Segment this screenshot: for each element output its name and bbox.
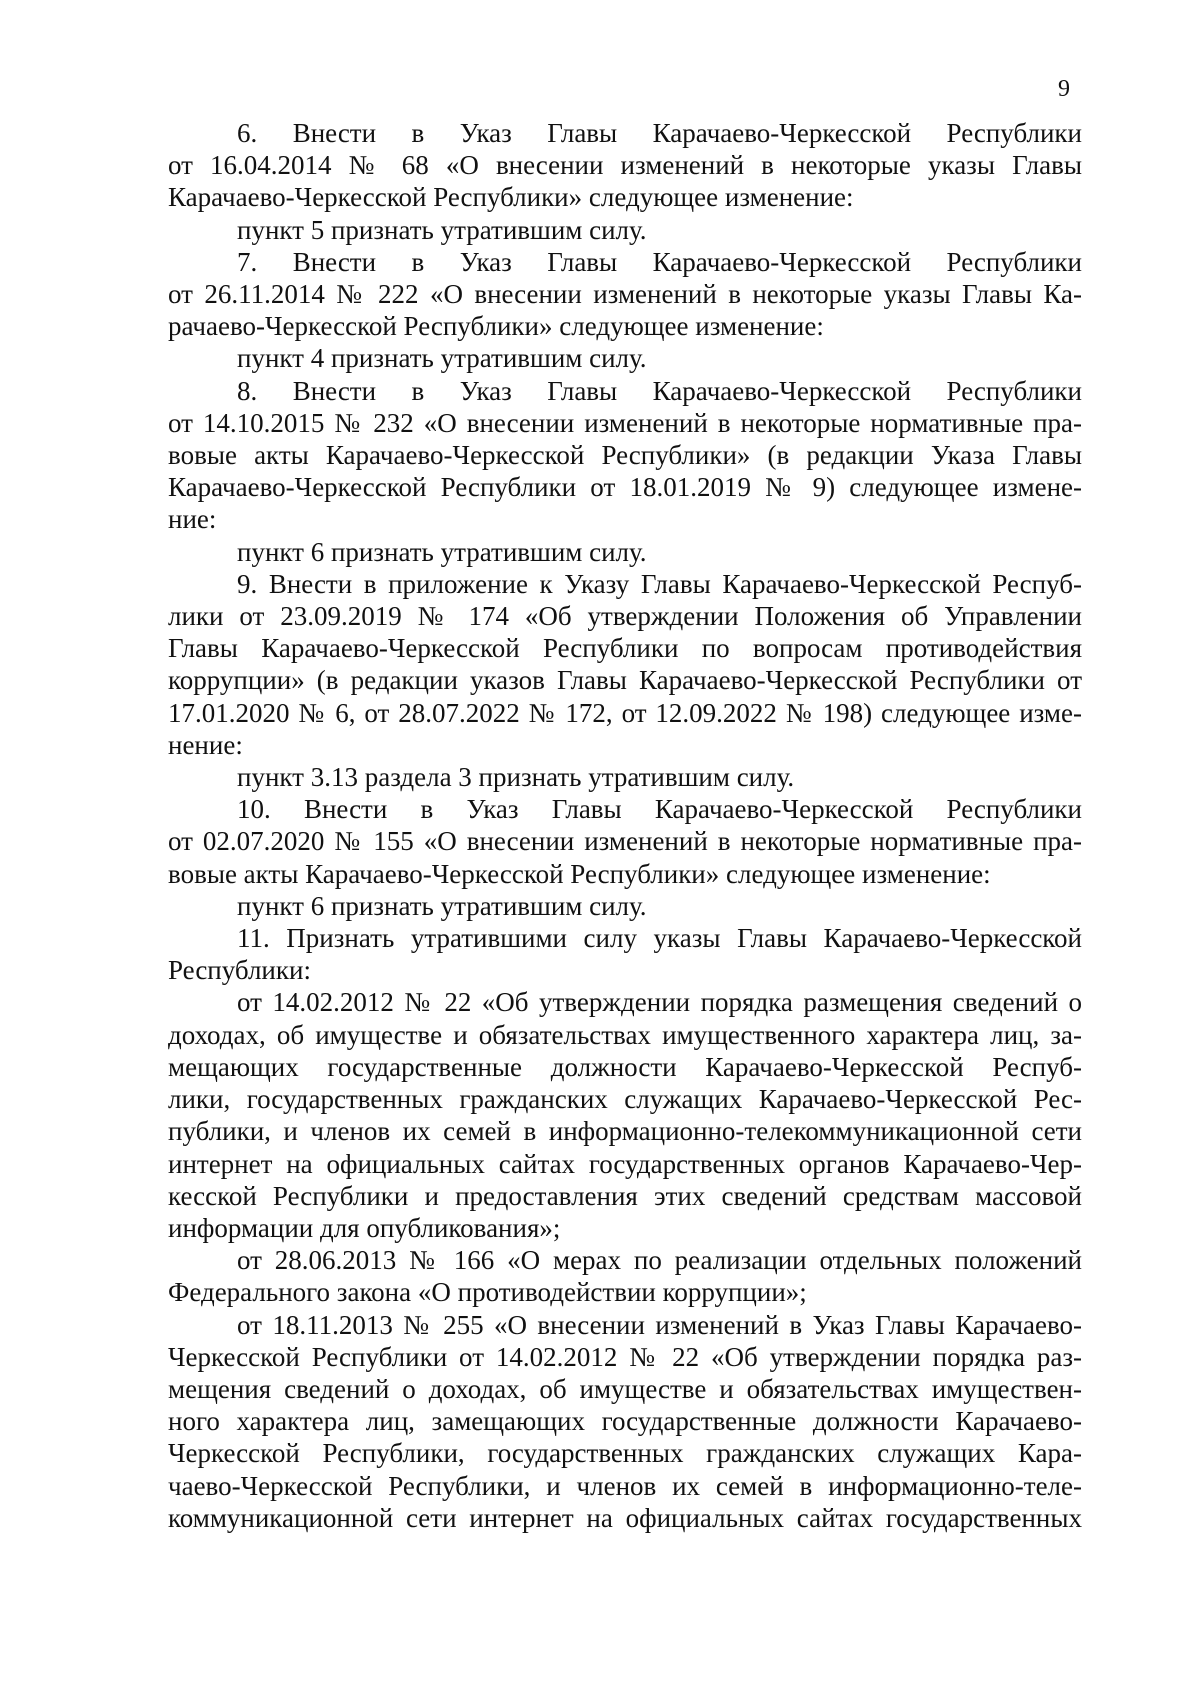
text-line: ного характера лиц, замещающих государственные должности Карачаево-	[168, 1406, 1082, 1437]
text-line: нение:	[168, 729, 243, 760]
text-line: пункт 4 признать утратившим силу.	[237, 343, 647, 374]
text-line: 11. Признать утратившими силу указы Главы Карачаево-Черкесской	[237, 923, 1082, 954]
document-body	[168, 117, 1082, 1534]
text-line: пункт 3.13 раздела 3 признать утратившим силу.	[237, 762, 795, 793]
text-line: Республики:	[168, 955, 311, 986]
text-line: от 14.02.2012 № 22 «Об утверждении порядка размещения сведений о	[237, 987, 1082, 1018]
text-line: лики от 23.09.2019 № 174 «Об утверждении Положения об Управлении	[168, 601, 1082, 632]
text-line: чаево-Черкесской Республики, и членов их семей в информационно-теле-	[168, 1470, 1082, 1501]
text-line: 8. Внести в Указ Главы Карачаево-Черкесской Республики	[237, 375, 1082, 406]
text-line: от 16.04.2014 № 68 «О внесении изменений в некоторые указы Главы	[168, 150, 1082, 181]
text-line: рачаево-Черкесской Республики» следующее изменение:	[168, 311, 824, 342]
text-line: коррупции» (в редакции указов Главы Карачаево-Черкесской Республики от	[168, 665, 1082, 696]
text-line: Черкесской Республики, государственных гражданских служащих Кара-	[168, 1438, 1082, 1469]
text-line: Главы Карачаево-Черкесской Республики по вопросам противодействия	[168, 633, 1082, 664]
text-line: Черкесской Республики от 14.02.2012 № 22 «Об утверждении порядка раз-	[168, 1341, 1082, 1372]
text-line: от 28.06.2013 № 166 «О мерах по реализации отдельных положений	[237, 1245, 1082, 1276]
text-line: Карачаево-Черкесской Республики от 18.01.2019 № 9) следующее измене-	[168, 472, 1082, 503]
text-line: пункт 5 признать утратившим силу.	[237, 214, 647, 245]
text-line: лики, государственных гражданских служащих Карачаево-Черкесской Рес-	[168, 1084, 1082, 1115]
text-line: от 26.11.2014 № 222 «О внесении изменений в некоторые указы Главы Ка-	[168, 279, 1082, 310]
text-line: от 02.07.2020 № 155 «О внесении изменений в некоторые нормативные пра-	[168, 826, 1082, 857]
text-line: ние:	[168, 504, 217, 535]
text-line: вовые акты Карачаево-Черкесской Республики» следующее изменение:	[168, 858, 991, 889]
text-line: от 18.11.2013 № 255 «О внесении изменений в Указ Главы Карачаево-	[237, 1309, 1082, 1340]
text-line: от 14.10.2015 № 232 «О внесении изменений в некоторые нормативные пра-	[168, 407, 1082, 438]
text-line: 9. Внести в приложение к Указу Главы Карачаево-Черкесской Респуб-	[237, 568, 1082, 599]
text-line: вовые акты Карачаево-Черкесской Республики» (в редакции Указа Главы	[168, 440, 1082, 471]
text-line: мещающих государственные должности Карачаево-Черкесской Респуб-	[168, 1051, 1082, 1082]
text-line: 17.01.2020 № 6, от 28.07.2022 № 172, от 12.09.2022 № 198) следующее изме-	[168, 697, 1082, 728]
text-line: информации для опубликования»;	[168, 1212, 561, 1243]
text-line: 10. Внести в Указ Главы Карачаево-Черкесской Республики	[237, 794, 1082, 825]
text-line: мещения сведений о доходах, об имуществе и обязательствах имуществен-	[168, 1373, 1082, 1404]
text-line: коммуникационной сети интернет на официальных сайтах государственных	[168, 1502, 1082, 1533]
text-line: доходах, об имуществе и обязательствах имущественного характера лиц, за-	[168, 1019, 1082, 1050]
text-line: 6. Внести в Указ Главы Карачаево-Черкесской Республики	[237, 118, 1082, 148]
text-line: Карачаево-Черкесской Республики» следующее изменение:	[168, 182, 854, 213]
text-line: интернет на официальных сайтах государственных органов Карачаево-Чер-	[168, 1148, 1082, 1179]
text-line: Федерального закона «О противодействии коррупции»;	[168, 1277, 807, 1308]
text-line: 7. Внести в Указ Главы Карачаево-Черкесской Республики	[237, 246, 1082, 277]
text-line: публики, и членов их семей в информационно-телекоммуникационной сети	[168, 1116, 1082, 1147]
text-line: пункт 6 признать утратившим силу.	[237, 536, 647, 567]
page-number: 9	[1058, 76, 1070, 102]
text-line: кесской Республики и предоставления этих сведений средствам массовой	[168, 1180, 1082, 1211]
text-line: пункт 6 признать утратившим силу.	[237, 890, 647, 921]
